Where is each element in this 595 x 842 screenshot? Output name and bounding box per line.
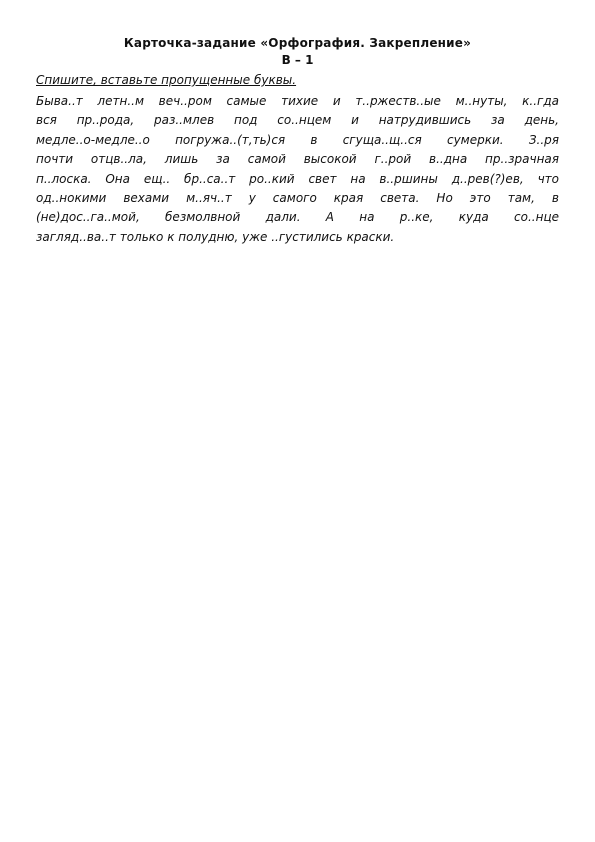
text-line: п..лоска. Она ещ.. бр..са..т ро..кий свет на в..ршины д..рев(?)ев, что [36, 171, 559, 186]
text-line: (не)дос..га..мой, безмолвной дали. А на р..ке, куда со..нце [36, 210, 559, 225]
exercise-text [36, 92, 559, 247]
text-line: вся пр..рода, раз..млев под со..нцем и натрудившись за день, [36, 113, 559, 128]
text-line: загляд..ва..т только к полудню, уже ..густились краски. [36, 229, 395, 244]
text-line: Быва..т летн..м веч..ром самые тихие и т..ржеств..ые м..нуты, к..гда [36, 94, 559, 108]
text-line: почти отцв..ла, лишь за самой высокой г..рой в..дна пр..зрачная [36, 152, 559, 167]
text-line: од..нокими вехами м..яч..т у самого края света. Но это там, в [36, 191, 559, 206]
text-line: медле..о-медле..о погружа..(т,ть)ся в сгуща..щ..ся сумерки. З..ря [36, 132, 559, 147]
card-title: Карточка-задание «Орфография. Закрепление» [123, 36, 472, 50]
task-instruction: Спишите, вставьте пропущенные буквы. [36, 73, 297, 87]
variant-label: В – 1 [281, 53, 314, 67]
